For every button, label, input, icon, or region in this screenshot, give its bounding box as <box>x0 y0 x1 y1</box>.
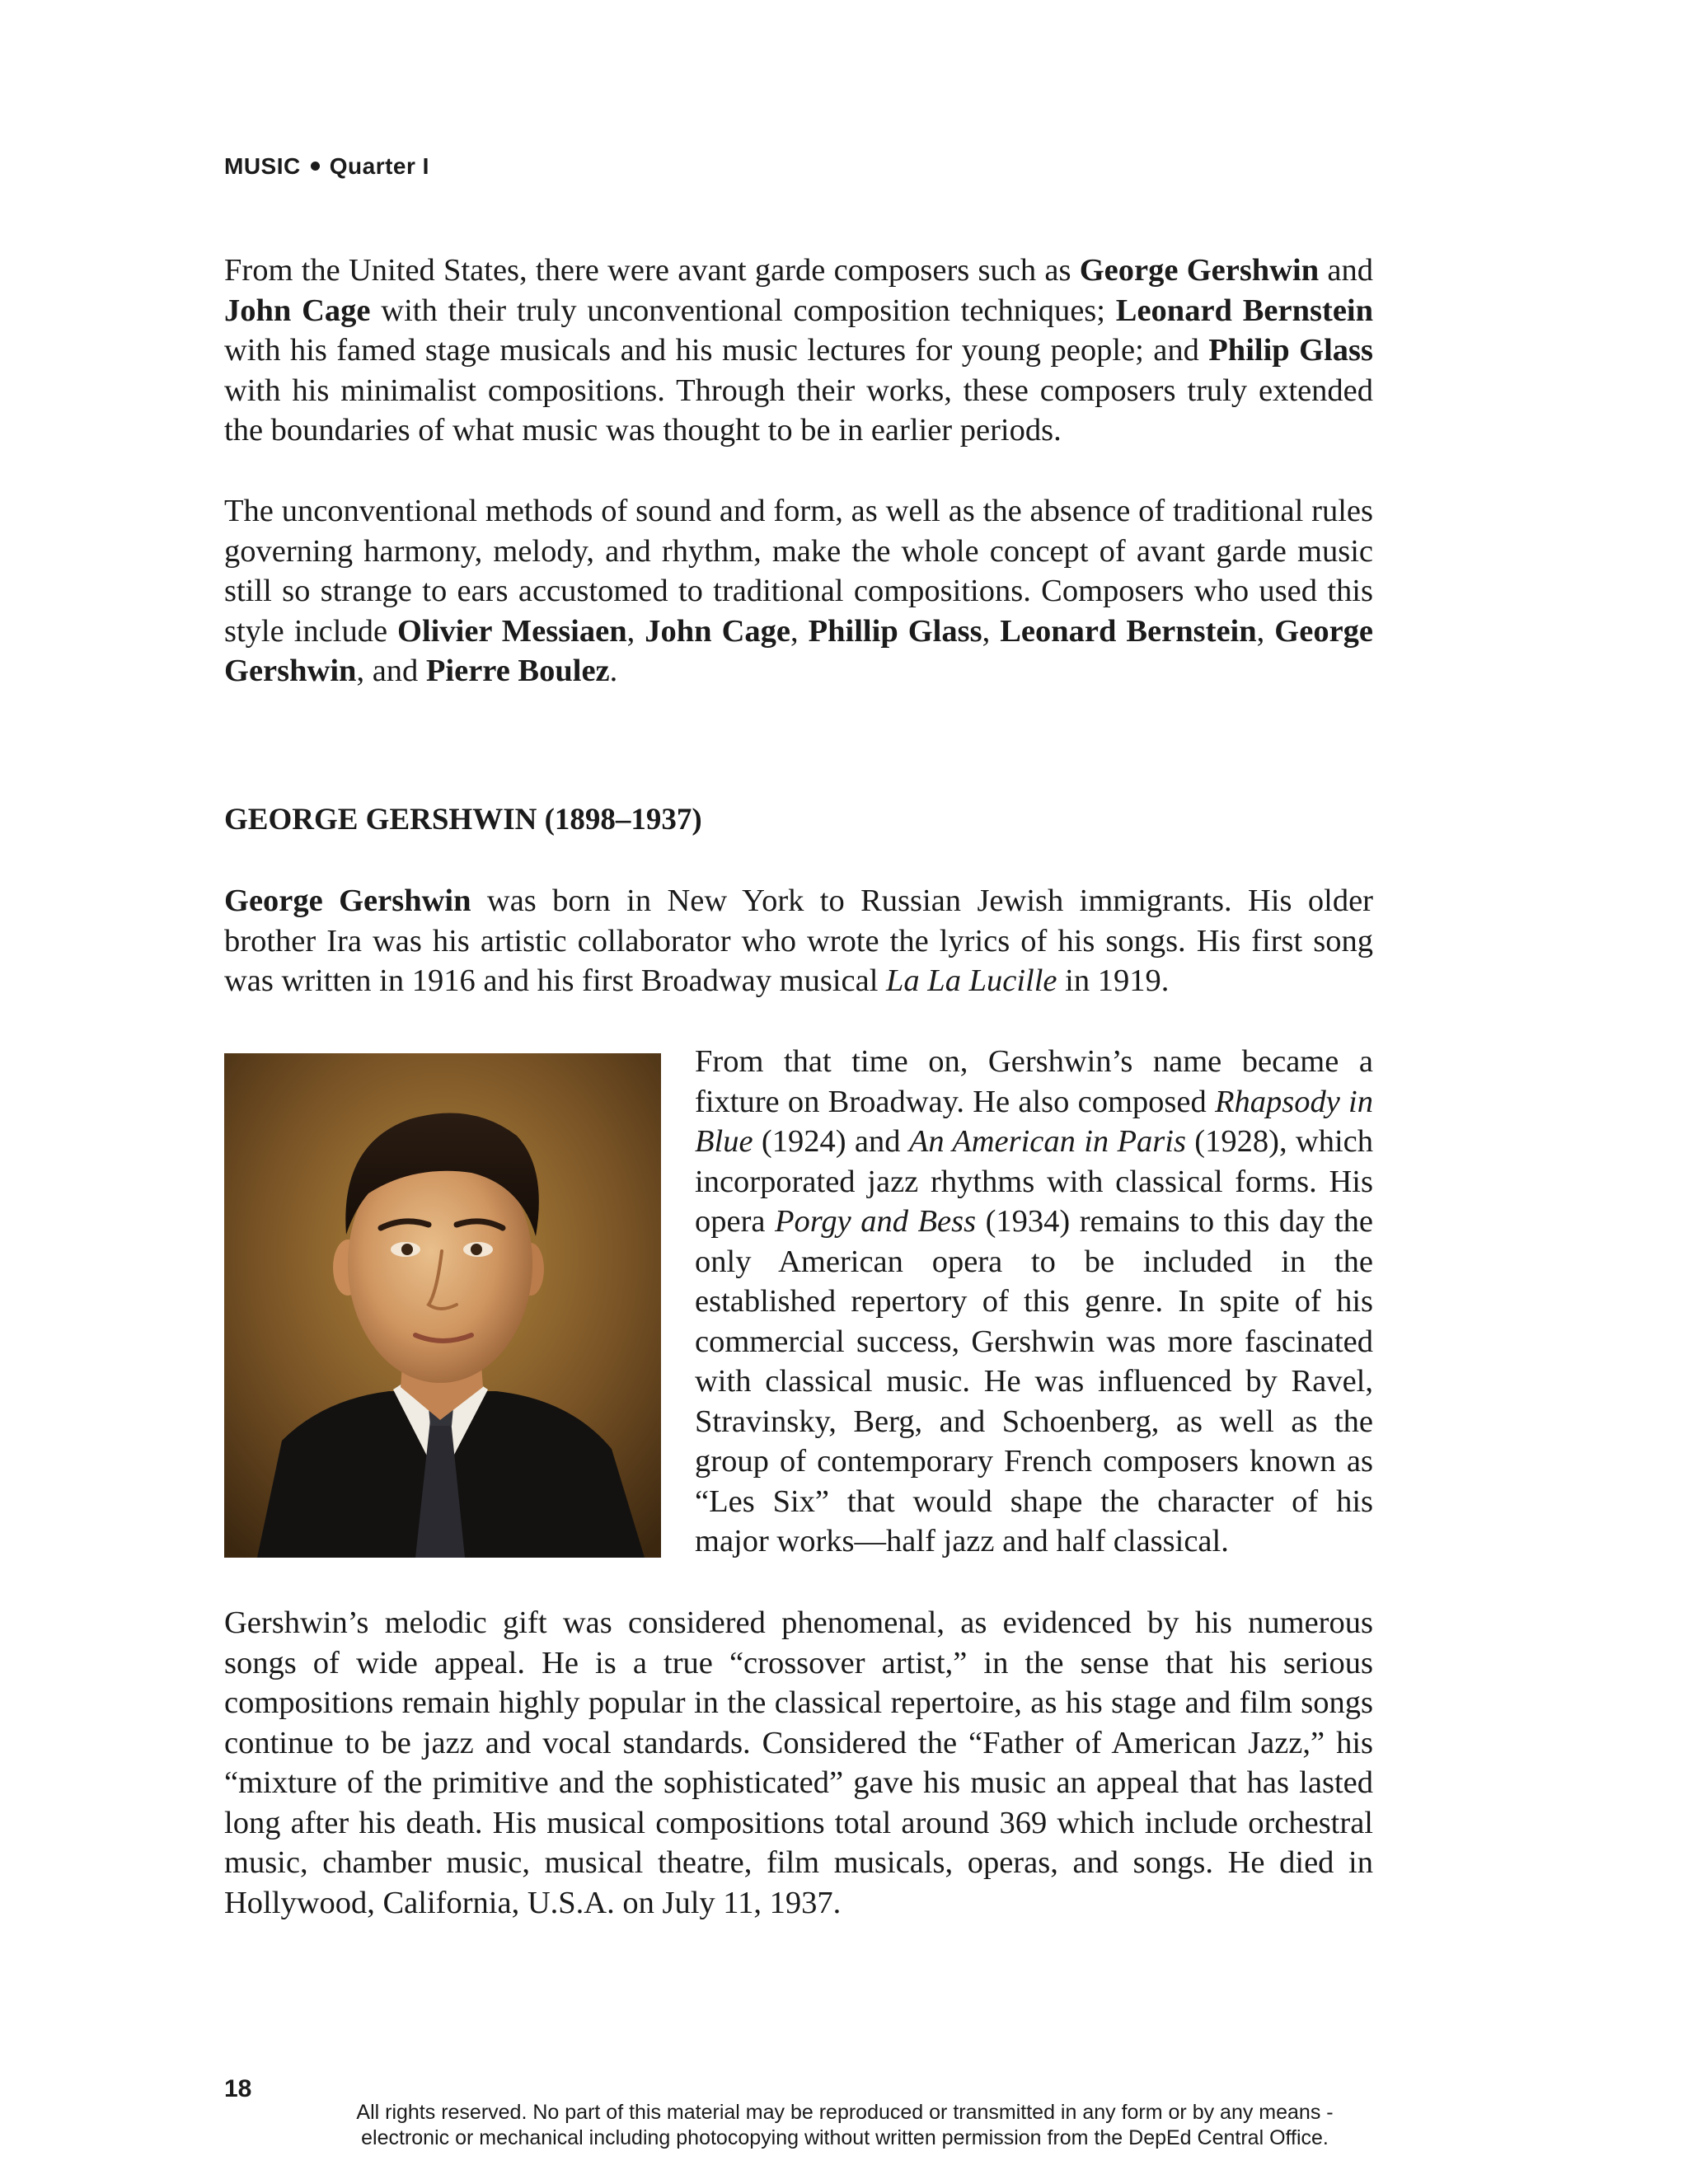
italic-title: An American in Paris <box>908 1124 1186 1159</box>
text-run: (1928), which incorporated jazz rhythms with classical forms. His opera <box>695 1124 1374 1239</box>
bold-text: Leonard Bernstein <box>1000 613 1257 649</box>
bio-paragraph-2 <box>695 1042 1373 1562</box>
italic-title: Porgy and Bess <box>775 1204 977 1239</box>
bold-text: George Gershwin <box>1079 253 1320 288</box>
copyright-notice <box>247 2100 1442 2151</box>
bold-text: Phillip Glass <box>808 613 982 649</box>
subject-label: MUSIC <box>224 153 301 179</box>
text-run: with their truly unconventional composition techniques; <box>370 293 1116 328</box>
intro-paragraph-2 <box>224 491 1373 691</box>
text-run: with his famed stage musicals and his music lectures for young people; and <box>224 333 1209 368</box>
text-run: , <box>626 613 645 649</box>
italic-title: Rhapsody in Blue <box>695 1084 1373 1159</box>
text-run: (1934) remains to this day the only American opera to be included in the established repertory of this genre. In spite of his commercial success, Gershwin was more fascinated with classical music. He was influenced by Ravel, Stravinsky, Berg, and Schoenberg, as well as the group of contemporary French composers known as “Les Six” that would shape the character of his major works—half jazz and half classical. <box>695 1204 1373 1558</box>
text-run: and <box>1319 253 1373 288</box>
text-run: The unconventional methods of sound and form, as well as the absence of traditional rules governing harmony, melody, and rhythm, make the whole concept of avant garde music still so strange to ears accustomed to traditional compositions. Composers who used this style include <box>224 494 1373 649</box>
text-run: . <box>609 654 618 688</box>
bullet-icon <box>311 162 320 171</box>
intro-paragraph-1 <box>224 251 1373 451</box>
copyright-line-1: All rights reserved. No part of this material may be reproduced or transmitted in any form or by any means - <box>356 2101 1334 2124</box>
bold-text: John Cage <box>645 613 790 649</box>
bold-text: George Gershwin <box>224 883 471 918</box>
section-heading: GEORGE GERSHWIN (1898–1937) <box>224 803 702 837</box>
text-run: with his minimalist compositions. Through their works, these composers truly extended the boundaries of what music was thought to be in earlier periods. <box>224 373 1373 448</box>
text-run: , <box>1256 613 1275 649</box>
bio-paragraph-1 <box>224 881 1373 1001</box>
bold-text: John Cage <box>224 293 371 328</box>
portrait-image <box>224 1053 661 1558</box>
running-head <box>224 153 429 180</box>
text-run: (1924) and <box>753 1124 909 1159</box>
bold-text: Philip Glass <box>1208 333 1373 368</box>
quarter-label: Quarter I <box>329 153 429 179</box>
text-run: , <box>790 613 809 649</box>
copyright-line-2: electronic or mechanical including photocopying without written permission from the DepEd Central Office. <box>361 2126 1329 2149</box>
bold-text: Olivier Messiaen <box>397 613 627 649</box>
italic-title: La La Lucille <box>886 963 1057 998</box>
bio-paragraph-3 <box>224 1603 1373 1923</box>
bold-text: George Gershwin <box>224 613 1374 688</box>
text-run: , and <box>356 654 426 688</box>
bold-text: Leonard Bernstein <box>1115 293 1374 328</box>
text-run: From the United States, there were avant garde composers such as <box>224 253 1080 288</box>
text-run: in 1919. <box>1057 963 1170 998</box>
text-run: , <box>982 613 1001 649</box>
text-run: was born in New York to Russian Jewish immigrants. His older brother Ira was his artistic collaborator who wrote the lyrics of his songs. His first song was written in 1916 and his first Broadway musical <box>224 883 1373 998</box>
bold-text: Pierre Boulez <box>425 654 610 688</box>
text-run: Gershwin’s melodic gift was considered phenomenal, as evidenced by his numerous songs of wide appeal. He is a true “crossover artist,” in the sense that his serious compositions remain highly popular in the classical repertoire, as his stage and film songs continue to be jazz and vocal standards. Considered the “Father of American Jazz,” his “mixture of the primitive and the sophisticated” gave his music an appeal that has lasted long after his death. His musical compositions total around 369 which include orchestral music, chamber music, musical theatre, film musicals, operas, and songs. He died in Hollywood, California, U.S.A. on July 11, 1937. <box>224 1605 1373 1920</box>
text-run: From that time on, Gershwin’s name became a fixture on Broadway. He also composed <box>695 1044 1373 1119</box>
page-number: 18 <box>224 2075 252 2102</box>
